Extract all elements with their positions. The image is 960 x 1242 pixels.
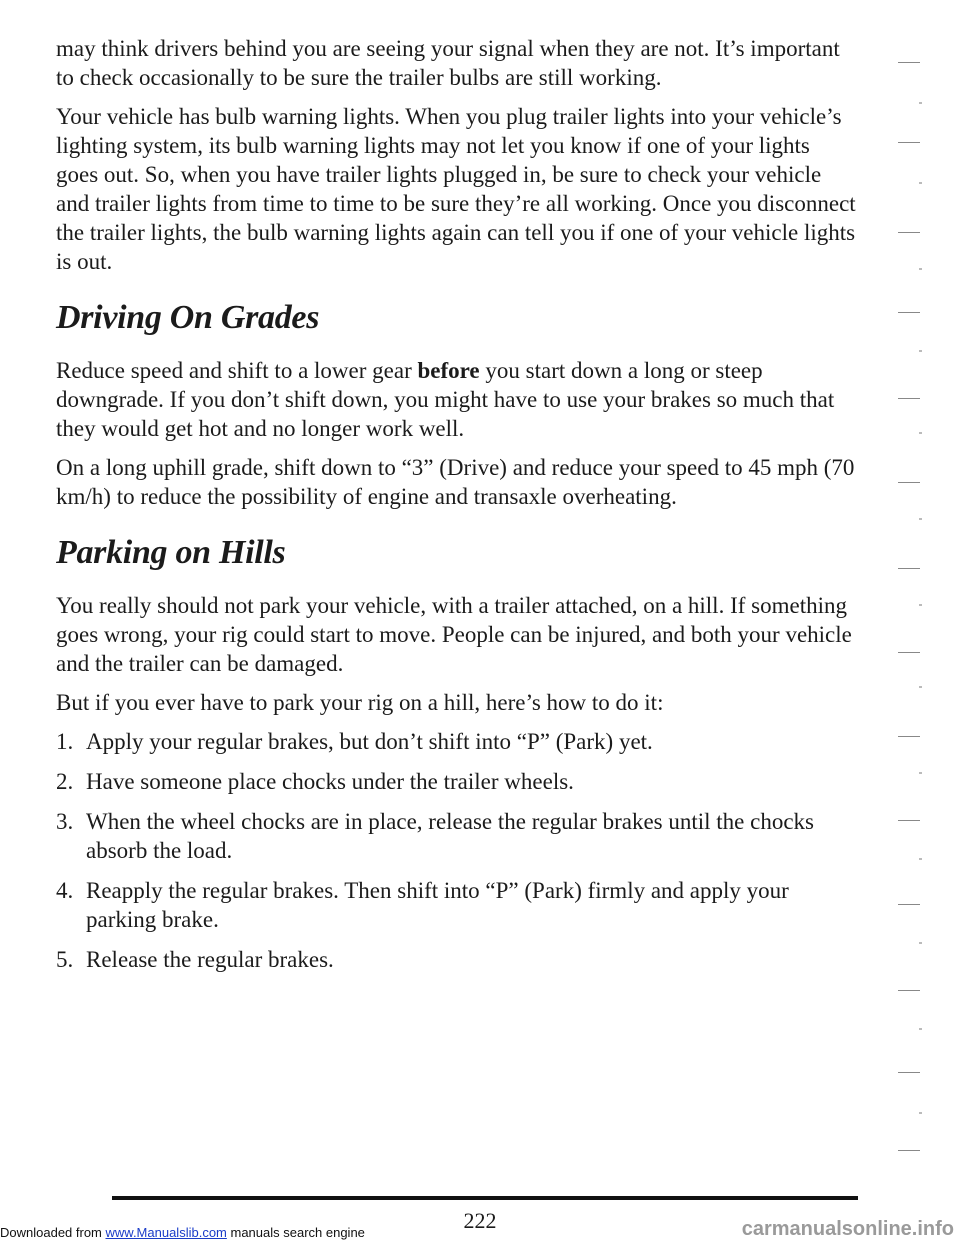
watermark-text: carmanualsonline.info	[741, 1218, 954, 1240]
parking-steps-list	[56, 727, 856, 974]
footer-rule	[112, 1196, 858, 1200]
list-item: 4. Reapply the regular brakes. Then shift into “P” (Park) firmly and apply your parking brake.	[56, 878, 789, 932]
list-item: 2. Have someone place chocks under the trailer wheels.	[56, 769, 574, 794]
manualslib-link[interactable]: www.Manualslib.com	[105, 1225, 227, 1240]
page-number: 222	[463, 1208, 497, 1233]
section-heading-grades: Driving On Grades	[56, 299, 320, 336]
list-item: 3. When the wheel chocks are in place, release the regular brakes until the chocks absorb the load.	[56, 809, 815, 863]
page-edge-marks	[870, 0, 960, 1180]
section-heading-hills: Parking on Hills	[56, 534, 286, 571]
list-item: 1. Apply your regular brakes, but don’t shift into “P” (Park) yet.	[56, 729, 653, 754]
intro-paragraph-2: Your vehicle has bulb warning lights. When you plug trailer lights into your vehicle’s lighting system, its bulb warning lights may not let you know if one of your lights goes out. So, when you have trailer lights plugged in, be sure to check your vehicle and trailer lights from time to time to be sure they’re all working. Once you disconnect the trailer lights, the bulb warning lights again can tell you if one of your vehicle lights is out.	[56, 104, 856, 274]
page-content	[56, 34, 856, 985]
download-footer	[0, 1218, 960, 1242]
download-notice: Downloaded from www.Manualslib.com manuals search engine	[0, 1225, 365, 1240]
intro-paragraph-1: may think drivers behind you are seeing your signal when they are not. It’s important to check occasionally to be sure the trailer bulbs are still working.	[56, 36, 840, 90]
hills-paragraph-1: You really should not park your vehicle, with a trailer attached, on a hill. If something goes wrong, your rig could start to move. People can be injured, and both your vehicle and the trailer can be damaged.	[56, 593, 852, 676]
list-item: 5. Release the regular brakes.	[56, 947, 334, 972]
grades-paragraph-2: On a long uphill grade, shift down to “3” (Drive) and reduce your speed to 45 mph (70 km/h) to reduce the possibility of engine and transaxle overheating.	[56, 455, 855, 509]
hills-paragraph-2: But if you ever have to park your rig on a hill, here’s how to do it:	[56, 690, 664, 715]
grades-paragraph-1: Reduce speed and shift to a lower gear before you start down a long or steep downgrade. If you don’t shift down, you might have to use your brakes so much that they would get hot and no longer work well.	[56, 358, 835, 441]
emphasis-before: before	[417, 358, 480, 383]
